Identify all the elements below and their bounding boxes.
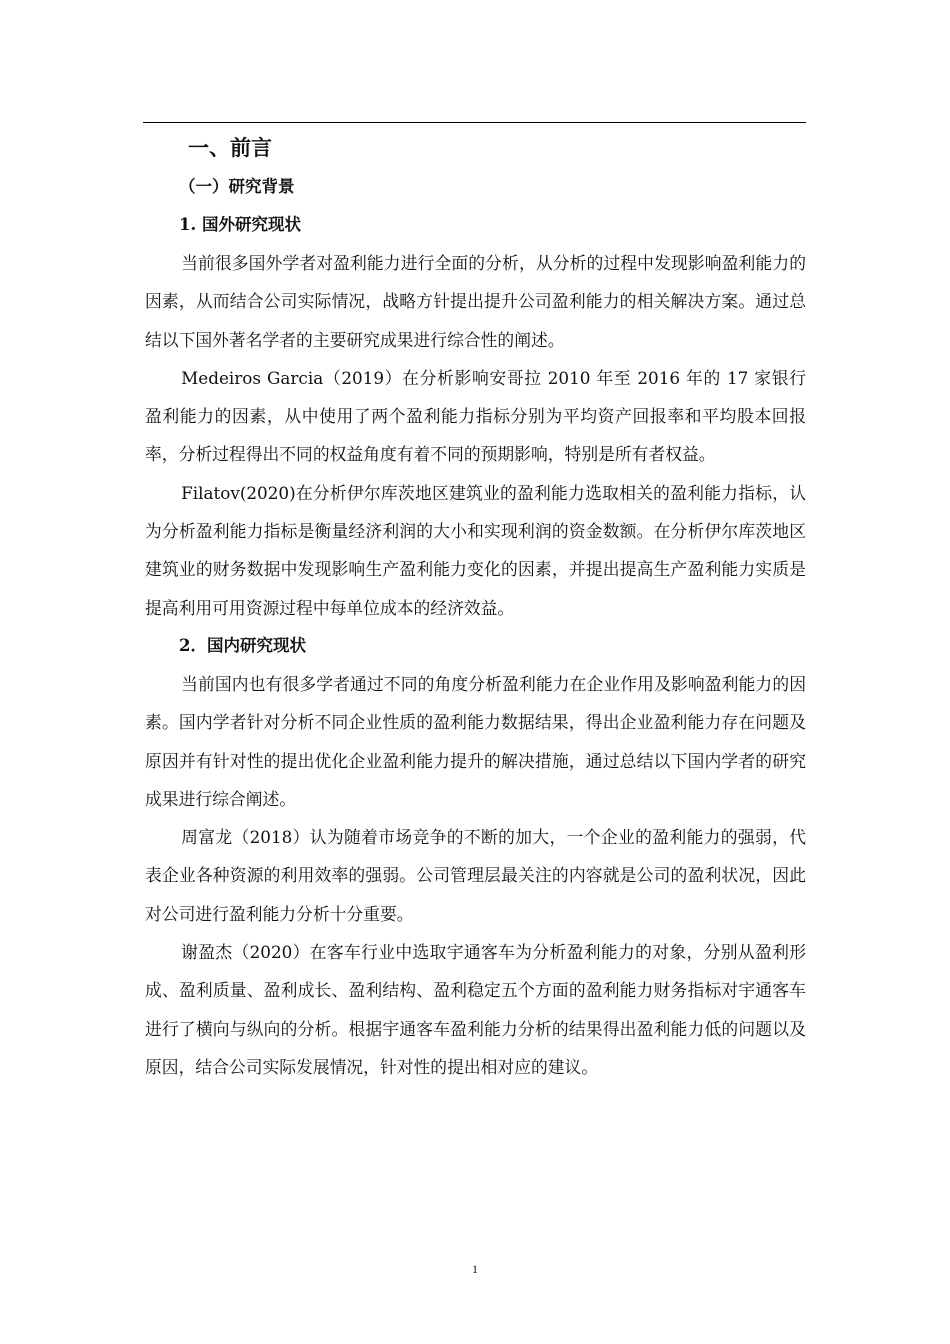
document-body	[145, 128, 806, 1086]
paragraph: Medeiros Garcia（2019）在分析影响安哥拉 2010 年至 2016 年的 17 家银行盈利能力的因素，从中使用了两个盈利能力指标分别为平均资产回报率和平均股本回报率，分析过程得出不同的权益角度有着不同的预期影响，特别是所有者权益。	[145, 367, 806, 465]
subsection-heading-domestic: 2．国内研究现状	[179, 635, 306, 655]
paragraph: Filatov(2020)在分析伊尔库茨地区建筑业的盈利能力选取相关的盈利能力指标，认为分析盈利能力指标是衡量经济利润的大小和实现利润的资金数额。在分析伊尔库茨地区建筑业的财务数据中发现影响生产盈利能力变化的因素，并提出提高生产盈利能力实质是提高利用可用资源过程中每单位成本的经济效益。	[145, 482, 806, 618]
page-number: 1	[472, 1262, 478, 1276]
paragraph: 谢盈杰（2020）在客车行业中选取宇通客车为分析盈利能力的对象，分别从盈利形成、盈利质量、盈利成长、盈利结构、盈利稳定五个方面的盈利能力财务指标对宇通客车进行了横向与纵向的分析。根据宇通客车盈利能力分析的结果得出盈利能力低的问题以及原因，结合公司实际发展情况，针对性的提出相对应的建议。	[145, 942, 806, 1077]
paragraph: 当前很多国外学者对盈利能力进行全面的分析，从分析的过程中发现影响盈利能力的因素，从而结合公司实际情况，战略方针提出提升公司盈利能力的相关解决方案。通过总结以下国外著名学者的主要研究成果进行综合性的阐述。	[145, 253, 806, 350]
section-heading: （一）研究背景	[179, 177, 295, 196]
subsection-heading-foreign: 1. 国外研究现状	[179, 215, 301, 234]
paragraph: 当前国内也有很多学者通过不同的角度分析盈利能力在企业作用及影响盈利能力的因素。国内学者针对分析不同企业性质的盈利能力数据结果，得出企业盈利能力存在问题及原因并有针对性的提出优化企业盈利能力提升的解决措施，通过总结以下国内学者的研究成果进行综合阐述。	[145, 673, 806, 809]
chapter-heading: 一、前言	[188, 136, 272, 160]
paragraph: 周富龙（2018）认为随着市场竞争的不断的加大，一个企业的盈利能力的强弱，代表企业各种资源的利用效率的强弱。公司管理层最关注的内容就是公司的盈利状况，因此对公司进行盈利能力分析十分重要。	[145, 827, 806, 924]
header-rule	[143, 122, 806, 123]
